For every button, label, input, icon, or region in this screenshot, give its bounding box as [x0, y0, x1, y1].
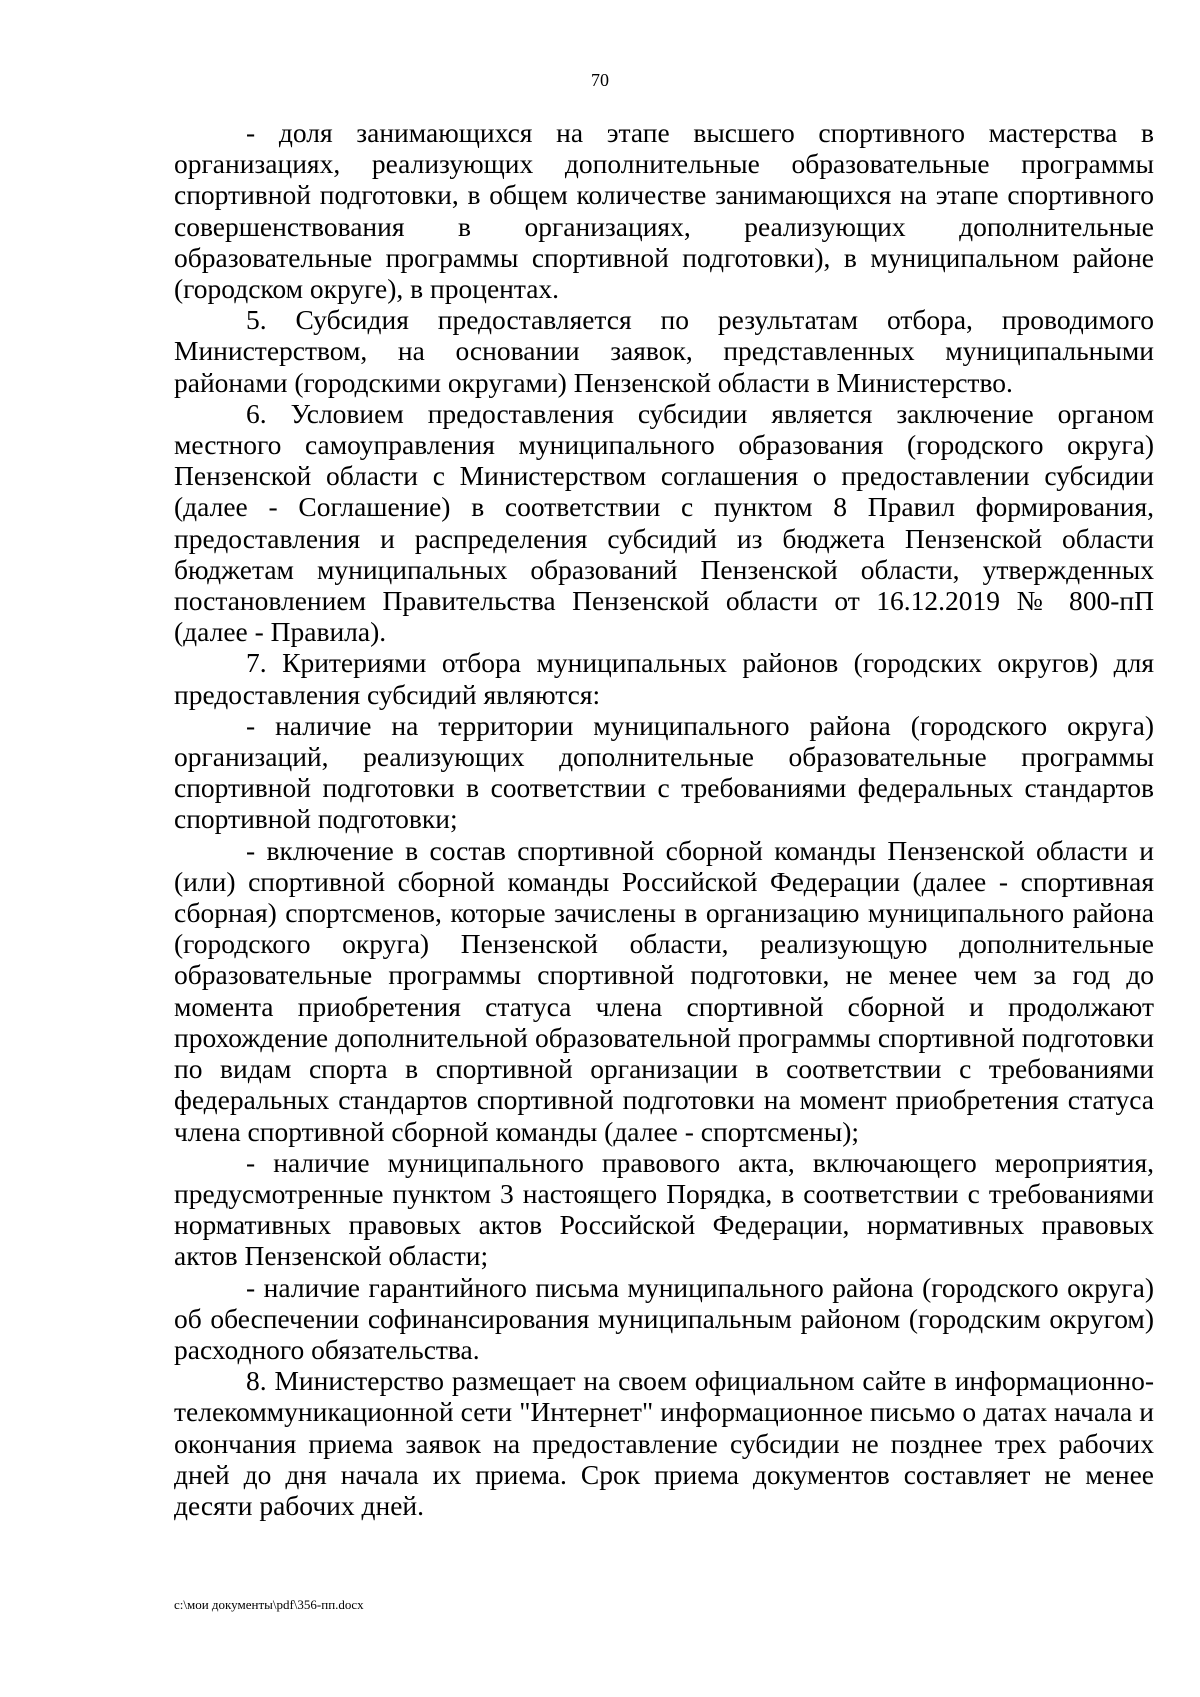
paragraph-criterion-guarantee-letter: - наличие гарантийного письма муниципального района (городского округа) об обеспечении софинансирования муниципальным районом (городским округом) расходного обязательства.	[174, 1271, 1154, 1365]
paragraph-criterion-organizations: - наличие на территории муниципального района (городского округа) организаций, реализующих дополнительные образовательные программы спортивной подготовки в соответствии с требованиями федеральных стандартов спортивной подготовки;	[174, 709, 1154, 835]
paragraph-5-subsidy-selection: 5. Субсидия предоставляется по результатам отбора, проводимого Министерством, на основании заявок, представленных муниципальными районами (городскими округами) Пензенской области в Министерство.	[174, 304, 1154, 398]
paragraph-criterion-legal-act: - наличие муниципального правового акта, включающего мероприятия, предусмотренные пунктом 3 настоящего Порядка, в соответствии с требованиями нормативных правовых актов Российской Федерации, нормативных правовых актов Пензенской области;	[174, 1146, 1154, 1272]
document-body	[174, 117, 1154, 1521]
footer-file-path: c:\мои документы\pdf\356-пп.docx	[174, 1597, 364, 1612]
paragraph-criterion-team-athletes: - включение в состав спортивной сборной команды Пензенской области и (или) спортивной сборной команды Российской Федерации (далее - спортивная сборная) спортсменов, которые зачислены в организацию муниципального района (городского округа) Пензенской области, реализующую дополнительные образовательные программы спортивной подготовки, не менее чем за год до момента приобретения статуса члена спортивной сборной и продолжают прохождение дополнительной образовательной программы спортивной подготовки по видам спорта в спортивной организации в соответствии с требованиями федеральных стандартов спортивной подготовки на момент приобретения статуса члена спортивной сборной команды (далее - спортсмены);	[174, 834, 1154, 1147]
paragraph-7-selection-criteria: 7. Критериями отбора муниципальных районов (городских округов) для предоставления субсидий являются:	[174, 647, 1154, 710]
paragraph-6-subsidy-condition: 6. Условием предоставления субсидии является заключение органом местного самоуправления муниципального образования (городского округа) Пензенской области с Министерством соглашения о предоставлении субсидии (далее - Соглашение) в соответствии с пунктом 8 Правил формирования, предоставления и распределения субсидий из бюджета Пензенской области бюджетам муниципальных образований Пензенской области, утвержденных постановлением Правительства Пензенской области от 16.12.2019 № 800-пП (далее - Правила).	[174, 397, 1154, 648]
page-number: 70	[591, 70, 609, 90]
paragraph-8-ministry-publication: 8. Министерство размещает на своем официальном сайте в информационно-телекоммуникационной сети "Интернет" информационное письмо о датах начала и окончания приема заявок на предоставление субсидии не позднее трех рабочих дней до дня начала их приема. Срок приема документов составляет не менее десяти рабочих дней.	[174, 1365, 1154, 1521]
paragraph-share-of-trainees: - доля занимающихся на этапе высшего спортивного мастерства в организациях, реализующих дополнительные образовательные программы спортивной подготовки, в общем количестве занимающихся на этапе спортивного совершенствования в организациях, реализующих дополнительные образовательные программы спортивной подготовки), в муниципальном районе (городском округе), в процентах.	[174, 117, 1154, 305]
